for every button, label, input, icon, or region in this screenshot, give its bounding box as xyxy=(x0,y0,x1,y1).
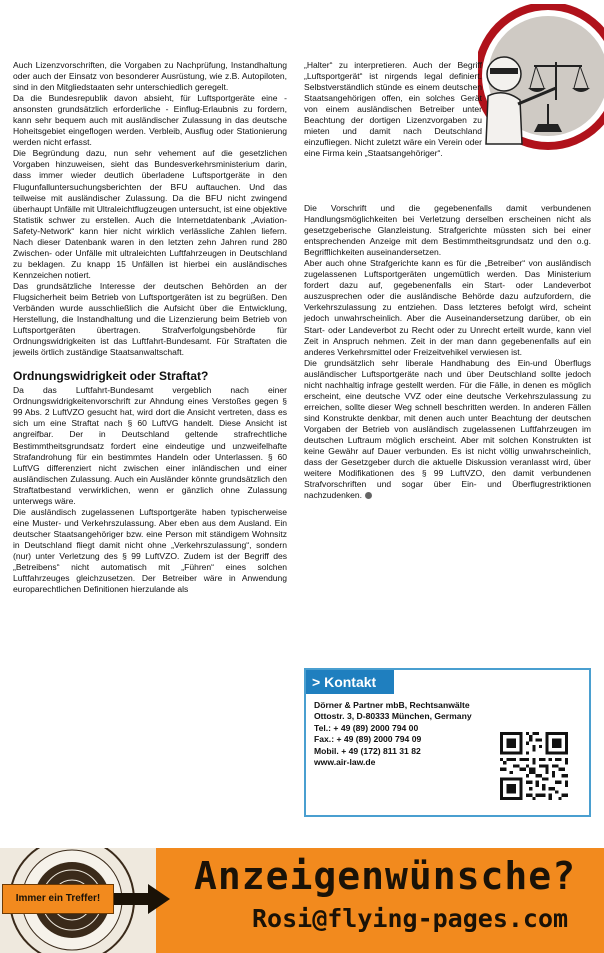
advert-email-link[interactable]: Rosi@flying-pages.com xyxy=(252,904,569,933)
advert-badge: Immer ein Treffer! xyxy=(2,884,114,914)
qr-code-icon[interactable] xyxy=(500,732,568,800)
article-paragraph: Die Vorschrift und die gegebenenfalls damit verbundenen Handlungsmöglichkeiten bei Verletzung derselben erscheinen nicht als gesetzgeberische Glanzleistung. Strafgerichte müssten sich bei einer entsprechenden Anzeige mit dem Bestimmtheitsgrundsatz und den o.g. Begrifflichkeiten auseinandersetzen. xyxy=(304,203,591,258)
contact-mobile: Mobil. + 49 (172) 811 31 82 xyxy=(314,745,421,756)
article-paragraph-text: Die grundsätzlich sehr liberale Handhabung des Ein-und Überflugs ausländischer Luftsportgeräte nach und über Deutschland sollte jedoch nicht nachhaltig infrage gestellt werden. Für die Fälle, in denen es möglich erscheint, eine deutsche VVZ oder eine deutsche Verkehrszulassung zu erreichen, sollte dieser Weg schnell beschritten werden. In anderen Fällen sind Konstrukte denkbar, mit denen auch unter Beachtung der deutschen Vorgaben der Betrieb von ausländisch zugelassenen Luftfahrzeugen im deutschen Luftraum möglich erscheint. Aber mit solchen Konstrukten ist keine Gewähr auf Dauer verbunden. Es ist nicht völlig unwahrscheinlich, dass der Gesetzgeber durch die aktuelle Diskussion veranlasst wird, über weitere Modifikationen des § 99 LuftVZO, den damit verbundenen Strafvorschriften und sogar über Ein- und Überflugrestriktionen nachzudenken. xyxy=(304,357,591,501)
contact-box xyxy=(304,668,591,817)
left-article-column xyxy=(13,60,287,595)
right-top-column xyxy=(304,60,482,159)
end-mark-icon xyxy=(365,492,372,499)
justice-emblem-icon xyxy=(478,4,604,200)
contact-heading xyxy=(306,670,394,694)
contact-details xyxy=(314,700,472,768)
chevron-right-icon: > xyxy=(312,674,321,690)
article-paragraph: Auch Lizenzvorschriften, die Vorgaben zu Nachprüfung, Instandhaltung oder auch der Einsatz von besonderer Ausrüstung, wie z.B. Autopiloten, sind in den Mitgliedstaaten sehr unterschiedlich geregelt. xyxy=(13,60,287,93)
section-heading: Ordnungswidrigkeit oder Straftat? xyxy=(13,369,209,384)
article-paragraph: Da das Luftfahrt-Bundesamt vergeblich nach einer Ordnungswidrigkeitenvorschrift zur Ahndung eines Verstoßes gegen § 99 Abs. 2 LuftVZO gesucht hat, wird dort die Ansicht vertreten, dass es sich um eine Straftat nach § 60 LuftVG handelt. Diese Ansicht ist angreifbar. Der in Deutschland geltende strafrechtliche Bestimmtheitsgrundsatz fordert eine eindeutige und unzweifelhafte Strafandrohung für ein bestimmtes Handeln oder Unterlassen. § 60 LuftVG differenziert nicht zwischen einer inländischen und einer ausländischen Zulassung. Auch ein Ausländer könnte grundsätzlich den Straftatbestand verwirklichen, wenn er gänzlich ohne Zulassung unterwegs wäre. xyxy=(13,385,287,506)
article-paragraph-last xyxy=(304,358,591,502)
contact-firm: Dörner & Partner mbB, Rechtsanwälte xyxy=(314,700,470,710)
contact-tel: Tel.: + 49 (89) 2000 794 00 xyxy=(314,722,419,733)
article-paragraph: Das grundsätzliche Interesse der deutschen Behörden an der Flugsicherheit beim Betrieb von Luftsportgeräten ist zu begrüßen. Den Verbänden wurde ausschließlich die Aufsicht über die Entwicklung, Herstellung, die Instandhaltung und die Lizenzierung beim Betrieb von Luftsportgeräten übertragen. Strafverfolgungsbehörde für Ordnungswidrigkeiten ist das Luftfahrt-Bundesamt. Für Straftaten die jeweils örtlich zuständige Staatsanwaltschaft. xyxy=(13,280,287,358)
right-article-column xyxy=(304,203,591,501)
advert-title: Anzeigenwünsche? xyxy=(194,854,577,898)
article-paragraph: Aber auch ohne Strafgerichte kann es für die „Betreiber“ von ausländisch zugelassenen Luftsportgeräten ungemütlich werden. Das Ministerium fordert dazu auf, gegebenenfalls ein Start- oder Landeverbot auszusprechen oder die ausländische Behörde dazu aufzufordern, die Verkehrszulassung zu entziehen. Dass letzteres befolgt wird, scheint jedoch unwahrscheinlich. Aber die Auseinandersetzung darüber, ob ein Start- oder Landeverbot zu Recht oder zu Unrecht erteilt wurde, kann viel Zeit in Anspruch nehmen. Zeit in der man dann gegebenenfalls auf ein anderes Verkehrsmittel oder Freizeitvehikel verwiesen ist. xyxy=(304,258,591,357)
contact-heading-label: Kontakt xyxy=(324,674,377,690)
article-paragraph: Da die Bundesrepublik davon absieht, für Luftsportgeräte eine - ansonsten grundsätzlich erforderliche - Einflug-Erlaubnis zu fordern, kann sehr bequem auch mit ausländischer Zulassung in das deutsche Hoheitsgebiet eingeflogen werden. Verbleib, Ausflug oder Stationierung werden nicht erfasst. xyxy=(13,93,287,148)
contact-address: Ottostr. 3, D-80333 München, Germany xyxy=(314,711,472,722)
advertisement-banner[interactable] xyxy=(0,848,604,953)
article-paragraph: „Halter“ zu interpretieren. Auch der Begriff „Luftsportgerät“ ist nirgends legal definiert. Selbstverständlich stünde es einem deutschen Staatsangehörigen offen, ein solches Gerät von einem ausländischen Betreiber unter Beachtung der dortigen Lizenzvorgaben zu mieten und damit nach Deutschland einzufliegen. Nicht zuletzt wäre ein Verein oder eine Firma kein „Staatsangehöriger“. xyxy=(304,60,482,159)
arrow-right-icon xyxy=(114,884,170,914)
article-paragraph: Die ausländisch zugelassenen Luftsportgeräte haben typischerweise eine Muster- und Verkehrszulassung. Aber eben aus dem Ausland. Ein deutscher Staatsangehöriger bzw. eine Person mit ständigem Wohnsitz in Deutschland fliegt damit nicht ohne „Verkehrszulassung“, sondern (nur) unter Verletzung des § 99 LuftVZO. Zudem ist der Begriff des „Betreibens“ nicht automatisch mit „Führen“ eines solchen Luftfahrzeuges gleichzusetzen. Der Betreiber wäre in Anwendung europarechtlichen Definitionen hierzulande als xyxy=(13,506,287,595)
article-paragraph: Die Begründung dazu, nun sehr vehement auf die gesetzlichen Vorgaben hinzuweisen, sieht das Bundesverkehrsministerium darin, dass immer wieder deutlich überladene Luftsportgeräte in den Flugunfalluntersuchungsberichten der BFU auftauchen. Und das teilweise mit ausländischer Zulassung. Da die BFU nicht zwingend überhaupt Unfälle mit Ultraleichtflugzeugen untersucht, ist eine objektive Statistik schwer zu erstellen. Auch die Internetdatenbank „Aviation-Safety-Network“ kann hier nicht wirklich verlässliche Zahlen liefern. Nach dieser Datenbank waren in den letzten zehn Jahren rund 280 Zwischen- oder Unfälle mit ultraleichten Luftfahrzeugen in Deutschland zu beklagen. Zu knapp 15 Unfällen ist hierbei ein ausländisches Kennzeichen notiert. xyxy=(13,148,287,280)
advert-orange-panel xyxy=(156,848,604,953)
contact-fax: Fax.: + 49 (89) 2000 794 09 xyxy=(314,734,422,745)
contact-web-link[interactable]: www.air-law.de xyxy=(314,757,376,768)
